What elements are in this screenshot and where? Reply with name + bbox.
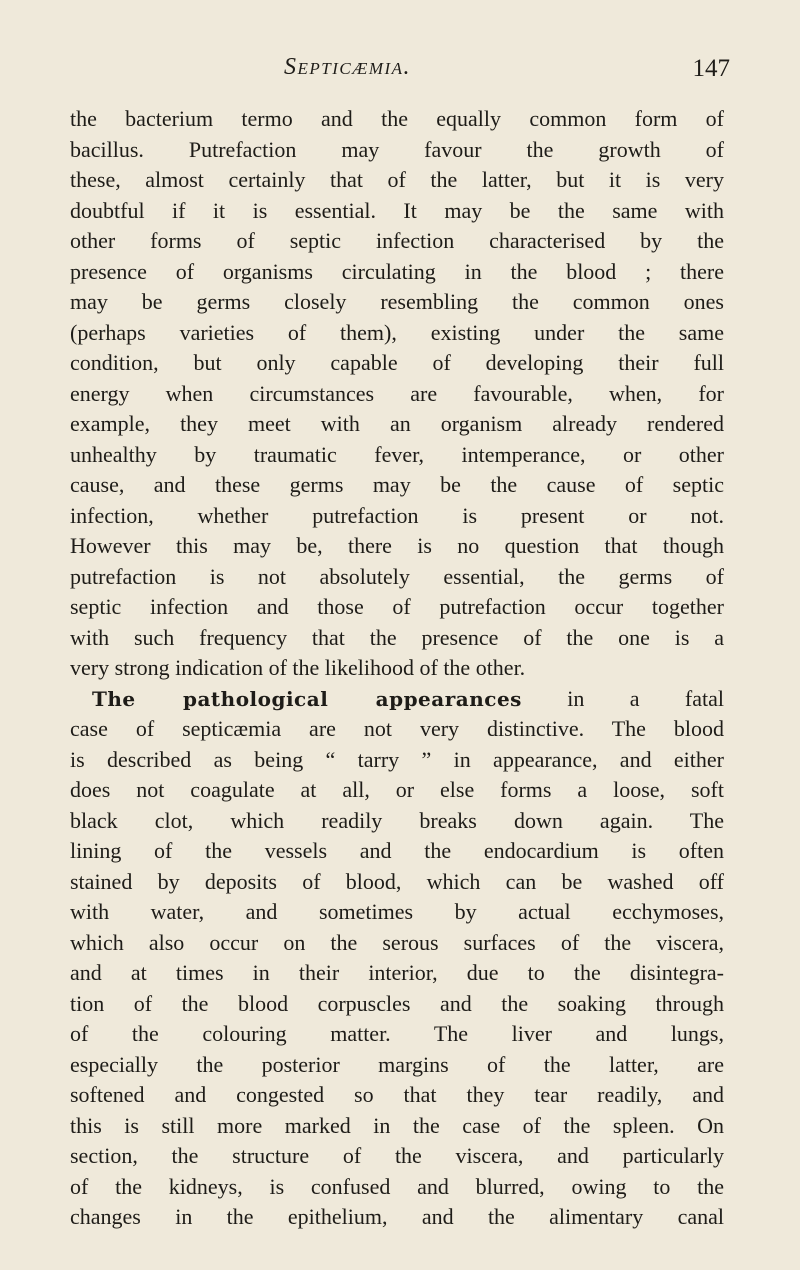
text-line: and at times in their interior, due to the disintegra- bbox=[70, 960, 724, 985]
text-line: example, they meet with an organism already rendered bbox=[70, 411, 724, 436]
text-line: stained by deposits of blood, which can be washed off bbox=[70, 868, 724, 894]
text-line: case of septicæmia are not very distinctive. The blood bbox=[70, 716, 724, 741]
text-line: (perhaps varieties of them), existing under the same bbox=[70, 319, 724, 345]
text-line: changes in the epithelium, and the alimentary canal bbox=[70, 1204, 724, 1229]
text-line: unhealthy by traumatic fever, intemperance, or other bbox=[70, 441, 724, 467]
text-line: cause, and these germs may be the cause of septic bbox=[70, 472, 724, 497]
text-line: which also occur on the serous surfaces of the viscera, bbox=[70, 929, 724, 955]
sidehead-line bbox=[70, 684, 724, 715]
text-line: doubtful if it is essential. It may be the same with bbox=[70, 197, 724, 223]
text-line: is described as being “ tarry ” in appearance, and either bbox=[70, 746, 724, 772]
text-line: with such frequency that the presence of the one is a bbox=[70, 624, 724, 650]
text-line: very strong indication of the likelihood of the other. bbox=[70, 655, 526, 680]
text-line: of the colouring matter. The liver and lungs, bbox=[70, 1021, 724, 1046]
text-line: However this may be, there is no question that though bbox=[70, 533, 724, 558]
text-line: softened and congested so that they tear readily, and bbox=[70, 1082, 724, 1107]
running-title: Septicæmia. bbox=[284, 54, 412, 80]
text-line: section, the structure of the viscera, and particularly bbox=[70, 1143, 724, 1168]
text-line: tion of the blood corpuscles and the soaking through bbox=[70, 990, 724, 1016]
text-line: especially the posterior margins of the latter, are bbox=[70, 1051, 724, 1077]
text-line: black clot, which readily breaks down again. The bbox=[70, 807, 724, 833]
sidehead-rest: in a fatal bbox=[521, 685, 724, 711]
text-line: energy when circumstances are favourable, when, for bbox=[70, 380, 724, 406]
text-line: these, almost certainly that of the latter, but it is very bbox=[70, 167, 724, 192]
text-line: this is still more marked in the case of the spleen. On bbox=[70, 1112, 724, 1138]
text-line: infection, whether putrefaction is present or not. bbox=[70, 502, 724, 528]
text-line: lining of the vessels and the endocardium is often bbox=[70, 838, 724, 863]
text-line: condition, but only capable of developing their full bbox=[70, 350, 724, 375]
body-text bbox=[70, 104, 724, 1233]
text-line: bacillus. Putrefaction may favour the growth of bbox=[70, 136, 724, 162]
text-line: of the kidneys, is confused and blurred, owing to the bbox=[70, 1173, 724, 1199]
text-line: does not coagulate at all, or else forms a loose, soft bbox=[70, 777, 724, 802]
text-line: the bacterium termo and the equally common form of bbox=[70, 106, 724, 131]
text-line: with water, and sometimes by actual ecchymoses, bbox=[70, 899, 724, 924]
text-line: septic infection and those of putrefaction occur together bbox=[70, 594, 724, 619]
text-line: putrefaction is not absolutely essential, the germs of bbox=[70, 563, 724, 589]
text-line: may be germs closely resembling the common ones bbox=[70, 289, 724, 314]
text-line: other forms of septic infection characterised by the bbox=[70, 228, 724, 253]
text-line: presence of organisms circulating in the blood ; there bbox=[70, 258, 724, 284]
page-number: 147 bbox=[692, 55, 730, 82]
sidehead-lead: The pathological appearances bbox=[92, 686, 522, 711]
running-head bbox=[72, 50, 730, 90]
